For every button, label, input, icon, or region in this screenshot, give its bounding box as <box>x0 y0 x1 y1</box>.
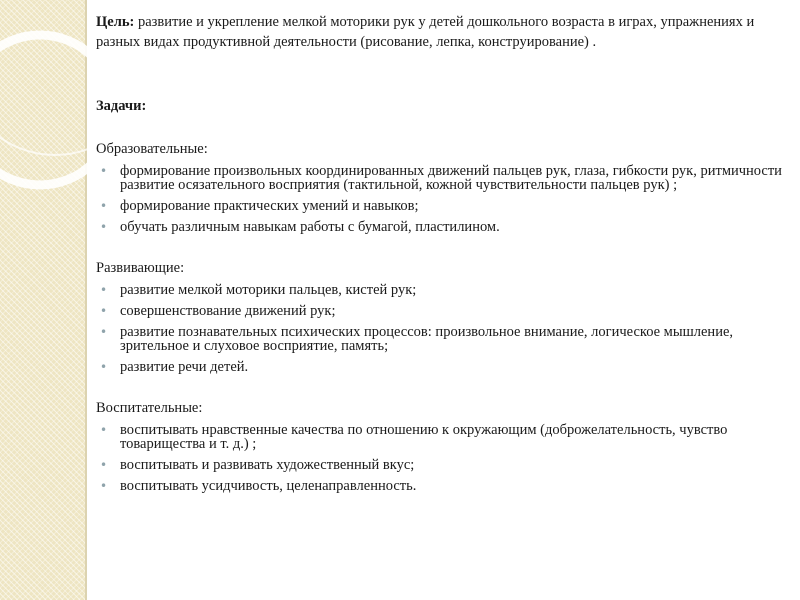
list-item: • развитие познавательных психических процессов: произвольное внимание, логическое мышление, зрительное и слуховое восприятие, память; <box>100 324 734 354</box>
goal-label: Цель: <box>96 14 135 30</box>
list-item: • воспитывать усидчивость, целенаправленность. <box>100 478 417 494</box>
list-item: • развитие мелкой моторики пальцев, кистей рук; <box>100 282 417 298</box>
bullet-icon: • <box>100 479 108 493</box>
group-title-upbringing: Воспитательные: <box>96 400 203 416</box>
list-item: • воспитывать и развивать художественный вкус; <box>100 457 415 473</box>
list-upbringing <box>96 423 786 493</box>
goal-text: развитие и укрепление мелкой моторики рук у детей дошкольного возраста в играх, упражнениях и разных видах продуктивной деятельности (рисование, лепка, конструирование) . <box>96 14 755 50</box>
list-item: • формирование произвольных координированных движений пальцев рук, глаза, гибкости рук, ритмичности развитие осязательного восприятия (тактильной, кожной чувствительности пальцев рук) ; <box>100 163 782 193</box>
tasks-heading: Задачи: <box>96 98 147 114</box>
list-item: • обучать различным навыкам работы с бумагой, пластилином. <box>100 219 500 235</box>
side-divider <box>85 0 87 600</box>
list-item: • совершенствование движений рук; <box>100 303 336 319</box>
bullet-icon: • <box>100 360 108 374</box>
list-item: • развитие речи детей. <box>100 359 249 375</box>
goal-paragraph <box>96 12 786 52</box>
bullet-icon: • <box>100 304 108 318</box>
group-title-developmental: Развивающие: <box>96 260 185 276</box>
bullet-icon: • <box>100 164 108 178</box>
bullet-icon: • <box>100 283 108 297</box>
bullet-icon: • <box>100 325 108 339</box>
bullet-icon: • <box>100 458 108 472</box>
list-educational <box>96 164 786 234</box>
bullet-icon: • <box>100 199 108 213</box>
group-title-educational: Образовательные: <box>96 141 208 157</box>
bullet-icon: • <box>100 423 108 437</box>
list-item: • воспитывать нравственные качества по отношению к окружающим (доброжелательность, чувство товарищества и т. д.) ; <box>100 422 728 452</box>
list-item: • формирование практических умений и навыков; <box>100 198 419 214</box>
bullet-icon: • <box>100 220 108 234</box>
list-developmental <box>96 283 786 374</box>
slide-content <box>96 12 786 500</box>
decorative-side-panel <box>0 0 85 600</box>
